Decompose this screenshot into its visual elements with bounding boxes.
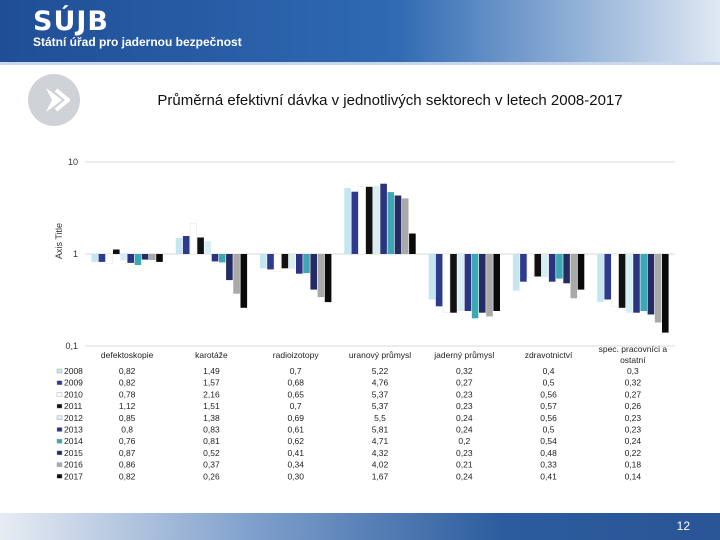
- bar-2010-1: [190, 223, 197, 254]
- data-label: 5,37: [371, 389, 389, 400]
- bar-2011-0: [113, 250, 120, 255]
- data-label: 0,24: [456, 412, 473, 423]
- data-label: 1,67: [371, 471, 389, 482]
- bar-2013-0: [127, 254, 134, 263]
- legend-swatch: [57, 416, 62, 420]
- bar-2014-6: [640, 254, 647, 311]
- legend-entry: 2010: [64, 389, 83, 400]
- bar-2017-1: [241, 254, 248, 308]
- bar-2016-6: [655, 254, 662, 323]
- y-tick-label: 10: [67, 157, 78, 167]
- data-label: 0,2: [458, 436, 471, 447]
- data-label: 0,23: [624, 412, 642, 423]
- legend-swatch: [57, 451, 62, 455]
- data-label: 0,52: [203, 447, 220, 458]
- bar-2010-4: [443, 254, 450, 313]
- bar-2014-0: [135, 254, 142, 265]
- data-label: 0,62: [287, 436, 304, 447]
- data-label: 0,54: [540, 436, 557, 447]
- y-tick-label: 0,1: [65, 341, 78, 351]
- data-label: 0,14: [624, 471, 642, 482]
- data-label: 4,32: [371, 447, 389, 458]
- bar-2016-1: [233, 254, 240, 294]
- bar-2017-3: [409, 234, 416, 255]
- bar-2016-0: [149, 254, 156, 260]
- data-label: 0,48: [540, 447, 557, 458]
- bar-2010-5: [527, 254, 534, 277]
- bar-2017-4: [493, 254, 500, 311]
- bar-2015-4: [479, 254, 486, 313]
- data-label: 0,8: [121, 424, 134, 435]
- bar-2010-6: [612, 254, 619, 306]
- data-label: 0,87: [118, 447, 136, 458]
- legend-entry: 2013: [64, 424, 83, 435]
- data-label: 0,22: [624, 447, 642, 458]
- data-label: 0,81: [203, 436, 220, 447]
- bar-2016-4: [486, 254, 493, 316]
- bar-2017-5: [578, 254, 585, 290]
- bar-2011-5: [535, 254, 542, 277]
- bar-2015-5: [563, 254, 570, 283]
- category-label: karotáže: [195, 350, 228, 360]
- legend-entry: 2008: [64, 366, 83, 376]
- data-label: 0,30: [287, 471, 304, 482]
- legend-entry: 2015: [64, 447, 83, 458]
- data-label: 1,12: [118, 401, 136, 412]
- bar-2012-4: [457, 254, 464, 311]
- bar-2015-3: [395, 196, 402, 255]
- bar-2013-6: [633, 254, 640, 313]
- data-label: 0,34: [287, 459, 304, 470]
- bar-2008-2: [260, 254, 267, 268]
- bar-2008-6: [597, 254, 604, 302]
- bar-2009-5: [520, 254, 527, 282]
- data-label: 5,37: [371, 401, 389, 412]
- data-label: 0,4: [542, 366, 555, 376]
- bar-2008-5: [513, 254, 520, 291]
- y-axis-title: Axis Title: [54, 222, 65, 260]
- data-label: 4,71: [371, 436, 389, 447]
- legend-swatch: [57, 474, 62, 478]
- bar-2014-5: [556, 254, 563, 279]
- data-label: 0,68: [287, 377, 304, 388]
- bar-2013-4: [465, 254, 472, 311]
- bar-2012-5: [542, 254, 549, 277]
- data-label: 0,56: [540, 412, 557, 423]
- data-label: 0,23: [456, 447, 473, 458]
- legend-swatch: [57, 404, 62, 408]
- brand-logo-text: SÚJB: [33, 6, 109, 37]
- category-label: ostatní: [620, 355, 646, 365]
- data-label: 0,23: [624, 424, 642, 435]
- data-label: 0,24: [624, 436, 642, 447]
- bar-2012-0: [120, 254, 127, 261]
- bar-2016-5: [571, 254, 578, 298]
- legend-entry: 2014: [64, 436, 83, 447]
- bar-2016-3: [402, 198, 409, 254]
- agency-subtitle: Státní úřad pro jadernou bezpečnost: [33, 35, 242, 49]
- data-label: 0,65: [287, 389, 304, 400]
- bar-2013-5: [549, 254, 556, 282]
- data-label: 1,51: [203, 401, 220, 412]
- bar-2011-2: [282, 254, 289, 268]
- bar-2017-6: [662, 254, 669, 333]
- data-label: 0,82: [118, 377, 136, 388]
- bar-2009-1: [183, 236, 190, 254]
- legend-swatch: [57, 463, 62, 467]
- data-label: 5,5: [374, 412, 386, 423]
- data-label: 0,24: [456, 471, 473, 482]
- data-label: 1,49: [203, 366, 220, 376]
- legend-swatch: [57, 428, 62, 432]
- bar-2013-2: [296, 254, 303, 274]
- legend-swatch: [57, 439, 62, 443]
- data-label: 0,7: [289, 401, 302, 412]
- data-label: 0,61: [287, 424, 304, 435]
- data-label: 0,21: [456, 459, 473, 470]
- bar-2008-3: [344, 188, 351, 254]
- bar-2015-2: [310, 254, 317, 290]
- category-label: zdravotnictví: [524, 350, 573, 360]
- data-label: 0,32: [456, 366, 473, 376]
- bar-2008-0: [91, 254, 98, 262]
- bar-2009-2: [267, 254, 274, 269]
- bar-2012-2: [289, 254, 296, 269]
- data-label: 1,38: [203, 412, 220, 423]
- bar-2013-1: [212, 254, 219, 261]
- legend-entry: 2016: [64, 459, 83, 470]
- data-label: 0,85: [118, 412, 136, 423]
- data-label: 0,24: [456, 424, 473, 435]
- data-label: 0,78: [118, 389, 136, 400]
- bar-2012-6: [626, 254, 633, 313]
- bar-2008-4: [429, 254, 436, 300]
- bar-2016-2: [318, 254, 325, 297]
- category-label: spec. pracovníci a: [598, 344, 668, 354]
- data-label: 0,27: [624, 389, 642, 400]
- bar-2017-0: [156, 254, 163, 262]
- bar-2011-3: [366, 187, 373, 254]
- category-label: jaderný průmysl: [434, 350, 495, 360]
- data-label: 0,5: [542, 424, 555, 435]
- data-label: 0,69: [287, 412, 304, 423]
- bar-2017-2: [325, 254, 332, 302]
- data-label: 0,7: [289, 366, 302, 376]
- bar-2015-0: [142, 254, 149, 260]
- bar-2012-3: [373, 186, 380, 254]
- data-label: 0,3: [626, 366, 639, 376]
- bar-2010-2: [274, 254, 281, 271]
- data-label: 2,16: [203, 389, 220, 400]
- data-label: 0,41: [287, 447, 304, 458]
- legend-entry: 2009: [64, 377, 83, 388]
- data-label: 0,26: [203, 471, 220, 482]
- bar-2014-1: [219, 254, 226, 262]
- data-label: 0,33: [540, 459, 557, 470]
- data-label: 0,86: [118, 459, 136, 470]
- bar-2010-3: [359, 187, 366, 254]
- chart-title: Průměrná efektivní dávka v jednotlivých sektorech v letech 2008-2017: [157, 92, 623, 109]
- bar-2014-3: [388, 192, 395, 254]
- bar-2009-4: [436, 254, 443, 306]
- legend-swatch: [57, 369, 62, 373]
- bar-2011-1: [197, 238, 204, 255]
- data-label: 4,02: [371, 459, 389, 470]
- data-label: 4,76: [371, 377, 389, 388]
- bar-2009-0: [99, 254, 106, 262]
- data-label: 0,76: [118, 436, 136, 447]
- legend-swatch: [57, 392, 62, 396]
- data-label: 0,27: [456, 377, 473, 388]
- data-label: 5,22: [371, 366, 389, 376]
- data-label: 0,23: [456, 401, 473, 412]
- legend-entry: 2012: [64, 412, 83, 423]
- data-label: 5,81: [371, 424, 389, 435]
- bar-2009-3: [352, 192, 359, 254]
- y-tick-label: 1: [72, 249, 78, 259]
- bar-2015-1: [226, 254, 233, 280]
- bar-2012-1: [205, 241, 212, 254]
- legend-entry: 2011: [64, 401, 83, 412]
- data-label: 0,23: [456, 389, 473, 400]
- data-label: 0,18: [624, 459, 642, 470]
- category-label: defektoskopie: [100, 350, 154, 360]
- data-label: 0,5: [542, 377, 555, 388]
- bar-2011-4: [450, 254, 457, 313]
- footer-bar: [0, 513, 720, 540]
- bar-2011-6: [619, 254, 626, 308]
- page-number: 12: [676, 519, 690, 533]
- bar-2013-3: [380, 184, 387, 254]
- bar-2009-6: [604, 254, 611, 300]
- legend-entry: 2017: [64, 471, 83, 482]
- data-label: 0,56: [540, 389, 557, 400]
- data-label: 0,82: [118, 471, 136, 482]
- data-label: 0,82: [118, 366, 136, 376]
- bar-2008-1: [176, 238, 183, 254]
- bar-2015-6: [648, 254, 655, 315]
- data-label: 0,37: [203, 459, 220, 470]
- data-label: 0,32: [624, 377, 642, 388]
- legend-swatch: [57, 381, 62, 385]
- bar-2014-2: [303, 254, 310, 273]
- data-label: 0,41: [540, 471, 557, 482]
- data-label: 0,57: [540, 401, 557, 412]
- bar-2014-4: [472, 254, 479, 318]
- data-label: 0,83: [203, 424, 220, 435]
- data-label: 1,57: [203, 377, 220, 388]
- data-label: 0,26: [624, 401, 642, 412]
- bar-2010-0: [106, 254, 113, 264]
- category-label: uranový průmysl: [348, 350, 412, 360]
- category-label: radioizotopy: [272, 350, 319, 360]
